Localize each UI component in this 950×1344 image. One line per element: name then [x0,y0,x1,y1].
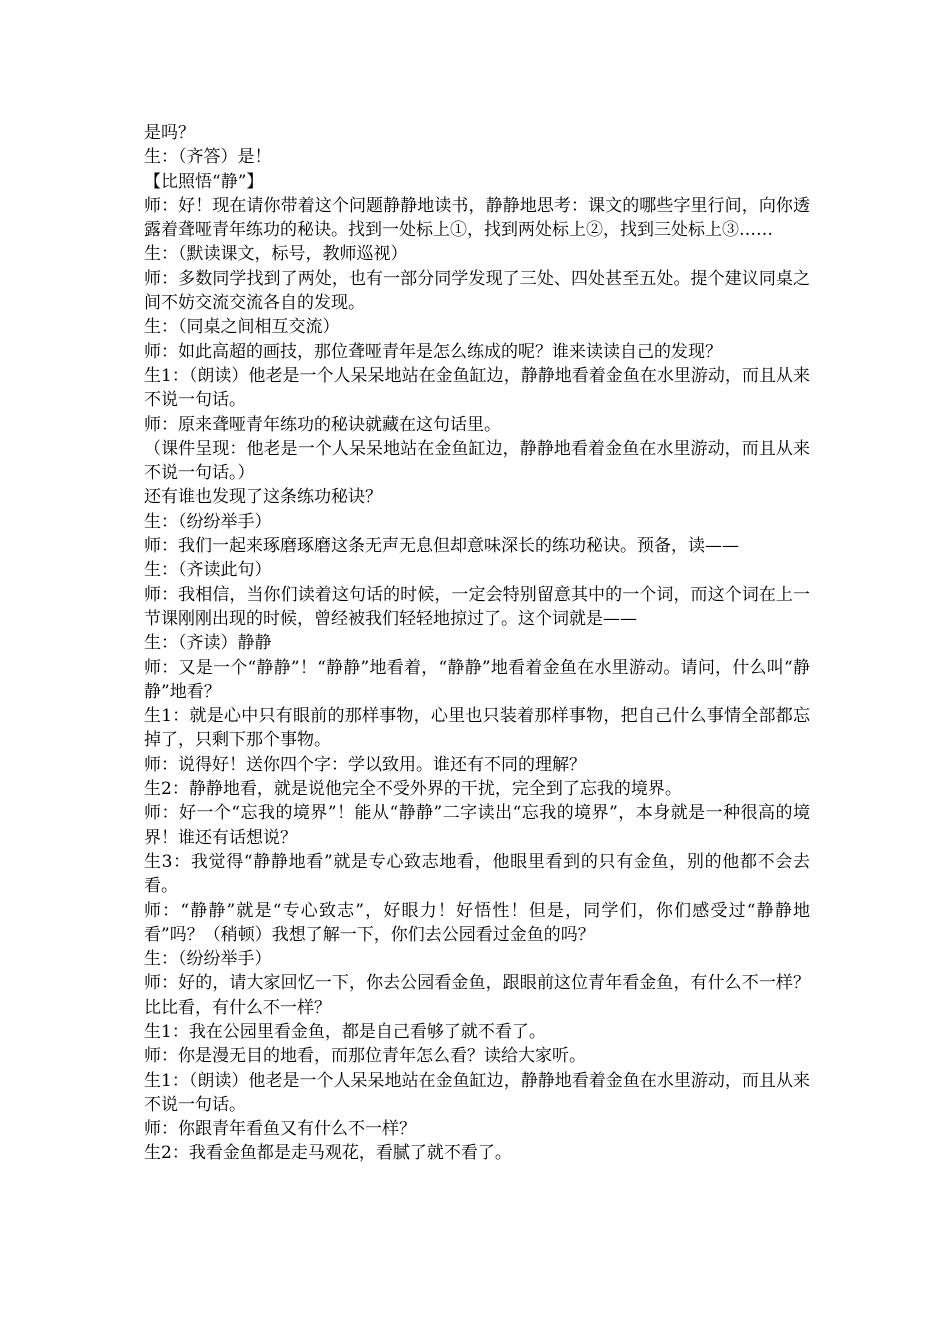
paragraph-27: 生1：我在公园里看金鱼，都是自己看够了就不看了。 [144,1021,546,1042]
paragraph-31: 生2：我看金鱼都是走马观花，看腻了就不看了。 [144,1143,512,1164]
paragraph-10: 师：原来聋哑青年练功的秘诀就藏在这句话里。 [144,414,501,435]
paragraph-12: 还有谁也发现了这条练功秘诀？ [144,487,382,508]
paragraph-8: 师：如此高超的画技，那位聋哑青年是怎么练成的呢？谁来读读自己的发现？ [144,341,722,362]
paragraph-1: 是吗？ [144,123,195,143]
paragraph-25: 生：（纷纷举手） [144,949,272,970]
paragraph-26: 师：好的，请大家回忆一下，你去公园看金鱼，跟眼前这位青年看金鱼，有什么不一样？比比看，有什么不一样？ [144,973,810,1018]
paragraph-17: 生：（齐读）静静 [144,633,272,654]
paragraph-28: 师：你是漫无目的地看，而那位青年怎么看？读给大家听。 [144,1046,586,1067]
paragraph-22: 师：好一个“忘我的境界”！能从“静静”二字读出“忘我的境界”，本身就是一种很高的境界！谁还有话想说？ [144,803,810,848]
paragraph-9: 生1：（朗读）他老是一个人呆呆地站在金鱼缸边，静静地看着金鱼在水里游动，而且从来不说一句话。 [144,365,810,411]
paragraph-16: 师：我相信，当你们读着这句话的时候，一定会特别留意其中的一个词，而这个词在上一节课刚刚出现的时候，曾经被我们轻轻地掠过了。这个词就是—— [144,584,810,629]
paragraph-7: 生：（同桌之间相互交流） [144,317,340,338]
paragraph-19: 生1：就是心中只有眼前的那样事物，心里也只装着那样事物，把自己什么事情全部都忘掉了，只剩下那个事物。 [144,706,810,751]
paragraph-5: 生：（默读课文，标号，教师巡视） [144,244,408,265]
paragraph-30: 师：你跟青年看鱼又有什么不一样？ [144,1119,416,1140]
paragraph-20: 师：说得好！送你四个字：学以致用。谁还有不同的理解？ [144,754,586,775]
paragraph-15: 生：（齐读此句） [144,560,272,581]
document-page [144,121,810,1166]
paragraph-18: 师：又是一个“静静”！“静静”地看着，“静静”地看着金鱼在水里游动。请问，什么叫“静静”地看？ [144,657,810,702]
paragraph-24: 师：“静静”就是“专心致志”，好眼力！好悟性！但是，同学们，你们感受过“静静地看”吗？（稍顿）我想了解一下，你们去公园看过金鱼的吗？ [144,900,810,945]
paragraph-2: 生：（齐答）是！ [144,147,272,168]
paragraph-11: （课件呈现：他老是一个人呆呆地站在金鱼缸边，静静地看着金鱼在水里游动，而且从来不说一句话。） [144,438,810,484]
paragraph-14: 师：我们一起来琢磨琢磨这条无声无息但却意味深长的练功秘诀。预备，读—— [144,536,739,557]
paragraph-29: 生1：（朗读）他老是一个人呆呆地站在金鱼缸边，静静地看着金鱼在水里游动，而且从来不说一句话。 [144,1070,810,1115]
paragraph-4: 师：好！现在请你带着这个问题静静地读书，静静地思考：课文的哪些字里行间，向你透露着聋哑青年练功的秘诀。找到一处标上①，找到两处标上②，找到三处标上③…… [144,195,810,241]
paragraph-21: 生2：静静地看，就是说他完全不受外界的干扰，完全到了忘我的境界。 [144,779,682,800]
section-heading: 【比照悟“静”】 [144,171,264,192]
paragraph-23: 生3：我觉得“静静地看”就是专心致志地看，他眼里看到的只有金鱼，别的他都不会去看。 [144,851,810,897]
paragraph-13: 生：（纷纷举手） [144,511,272,532]
paragraph-6: 师：多数同学找到了两处，也有一部分同学发现了三处、四处甚至五处。提个建议同桌之间不妨交流交流各自的发现。 [144,268,810,314]
